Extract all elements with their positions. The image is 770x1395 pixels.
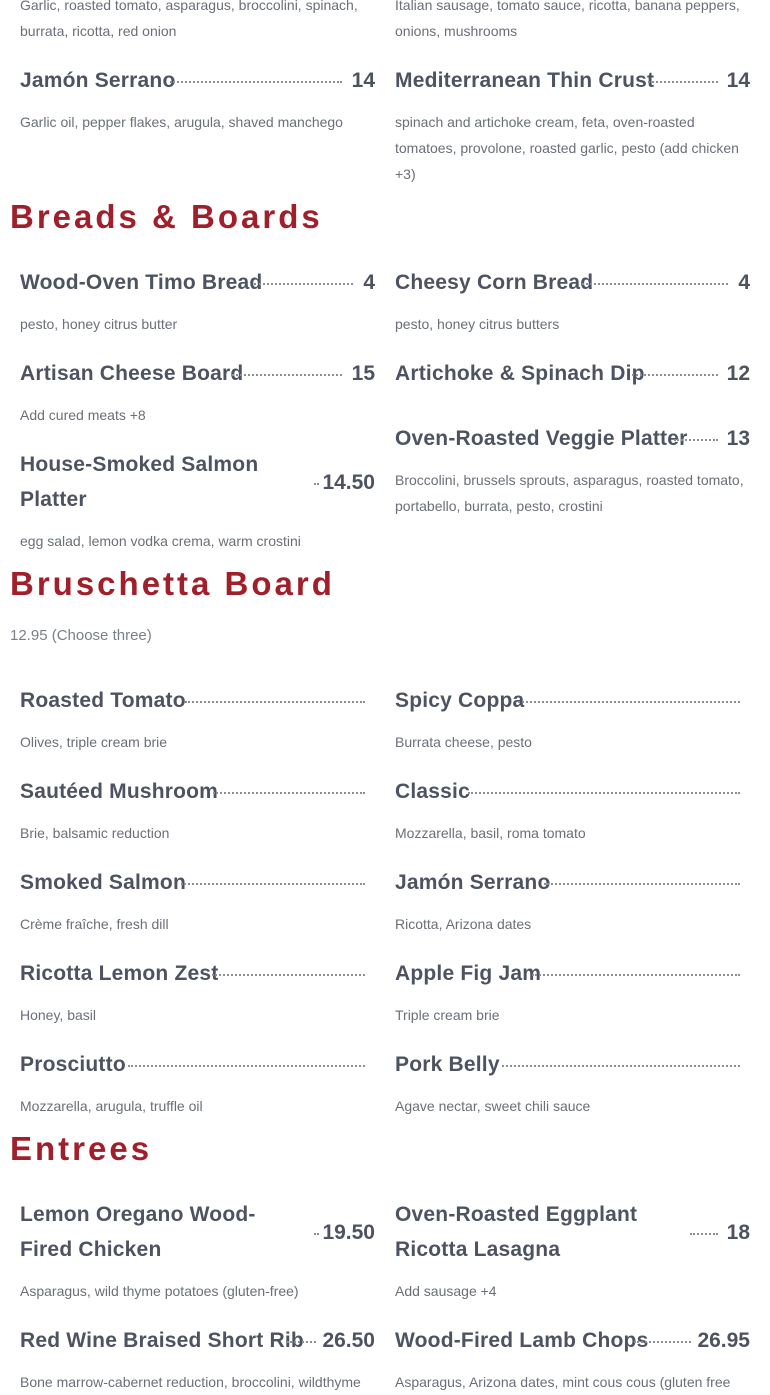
price-leader	[314, 1233, 317, 1235]
menu-item-name: Roasted Tomato	[20, 689, 186, 712]
menu-item-description: Triple cream brie	[395, 1007, 500, 1023]
price-leader	[502, 1065, 740, 1067]
section-subtitle: 12.95 (Choose three)	[10, 627, 152, 644]
menu-item-description: Broccolini, brussels sprouts, asparagus, roasted tomato, portabello, burrata, pesto, crostini	[395, 472, 744, 514]
menu-item-name: Red Wine Braised Short Rib	[20, 1329, 304, 1352]
pizza-right-description: Italian sausage, tomato sauce, ricotta, banana peppers, onions, mushrooms	[395, 0, 740, 39]
menu-item-name: Wood-Fired Lamb Chops	[395, 1329, 649, 1352]
menu-item-description: egg salad, lemon vodka crema, warm crostini	[20, 533, 301, 549]
menu-item-description: pesto, honey citrus butters	[395, 316, 560, 332]
menu-item-name: Spicy Coppa	[395, 689, 525, 712]
menu-item-description: Burrata cheese, pesto	[395, 734, 532, 750]
menu-item-price: 26.95	[697, 1329, 750, 1352]
menu-item-name: Apple Fig Jam	[395, 962, 542, 985]
menu-item-description: Add sausage +4	[395, 1283, 497, 1299]
menu-item-name: Smoked Salmon	[20, 871, 186, 894]
price-leader	[212, 974, 365, 976]
menu-item-description: Bone marrow-cabernet reduction, broccolini, wildthyme	[20, 1374, 361, 1390]
menu-item-price: 14.50	[322, 471, 375, 494]
menu-item-price: 14	[726, 69, 750, 92]
menu-item-price: 15	[351, 362, 375, 385]
menu-item-description: Brie, balsamic reduction	[20, 825, 170, 841]
price-leader	[185, 701, 365, 703]
menu-item-name: Cheesy Corn Bread	[395, 271, 594, 294]
menu-item-name: Sautéed Mushroom	[20, 780, 219, 803]
menu-item-name: House-Smoked Salmon Platter	[20, 453, 259, 511]
menu-item-name: Artichoke & Spinach Dip	[395, 362, 645, 385]
menu-item-price: 12	[726, 362, 750, 385]
price-leader	[532, 974, 740, 976]
menu-item-name: Artisan Cheese Board	[20, 362, 244, 385]
menu-item-price: 4	[363, 271, 375, 294]
price-leader	[128, 1065, 365, 1067]
menu-item-name: Prosciutto	[20, 1053, 126, 1076]
price-leader	[287, 1341, 316, 1343]
menu-item-price: 19.50	[322, 1221, 375, 1244]
price-leader	[170, 81, 342, 83]
menu-item-description: Add cured meats +8	[20, 407, 146, 423]
menu-item-price: 4	[738, 271, 750, 294]
menu-item-description: Honey, basil	[20, 1007, 97, 1023]
menu-item-description: Garlic oil, pepper flakes, arugula, shaved manchego	[20, 114, 343, 130]
price-leader	[632, 374, 718, 376]
menu-item-description: Mozzarella, basil, roma tomato	[395, 825, 586, 841]
menu-item-name: Wood-Oven Timo Bread	[20, 271, 263, 294]
section-title-breads: Breads & Boards	[10, 198, 323, 235]
price-leader	[648, 81, 718, 83]
price-leader	[634, 1341, 691, 1343]
price-leader	[582, 283, 728, 285]
pizza-left-description: Garlic, roasted tomato, asparagus, broccolini, spinach, burrata, ricotta, red onion	[20, 0, 358, 39]
price-leader	[518, 701, 740, 703]
price-leader	[544, 883, 740, 885]
section-title-bruschetta: Bruschetta Board	[10, 565, 335, 602]
menu-item-description: pesto, honey citrus butter	[20, 316, 178, 332]
menu-item-description: Mozzarella, arugula, truffle oil	[20, 1098, 203, 1114]
price-leader	[690, 1233, 718, 1235]
price-leader	[181, 883, 365, 885]
menu-item-name: Classic	[395, 780, 470, 803]
menu-item-price: 26.50	[322, 1329, 375, 1352]
menu-item-price: 18	[726, 1221, 750, 1244]
menu-item-name: Pork Belly	[395, 1053, 500, 1076]
menu-item-name: Jamón Serrano	[20, 69, 176, 92]
menu-item-description: Olives, triple cream brie	[20, 734, 168, 750]
price-leader	[314, 483, 317, 485]
menu-item-description: Asparagus, wild thyme potatoes (gluten-free)	[20, 1283, 299, 1299]
menu-item-name: Oven-Roasted Eggplant Ricotta Lasagna	[395, 1203, 638, 1261]
menu-item-price: 14	[351, 69, 375, 92]
menu-item-description: Agave nectar, sweet chili sauce	[395, 1098, 591, 1114]
menu-item-description: Asparagus, Arizona dates, mint cous cous (gluten free	[395, 1374, 731, 1390]
price-leader	[674, 439, 718, 441]
menu-item-name: Ricotta Lemon Zest	[20, 962, 219, 985]
menu-item-name: Mediterranean Thin Crust	[395, 69, 655, 92]
price-leader	[213, 792, 365, 794]
menu-item-description: Ricotta, Arizona dates	[395, 916, 532, 932]
menu-item-name: Lemon Oregano Wood-Fired Chicken	[20, 1203, 256, 1261]
price-leader	[232, 374, 342, 376]
menu-item-name: Jamón Serrano	[395, 871, 551, 894]
menu-item-price: 13	[726, 427, 750, 450]
section-title-entrees: Entrees	[10, 1130, 153, 1167]
price-leader	[468, 792, 740, 794]
menu-item-description: Crème fraîche, fresh dill	[20, 916, 169, 932]
menu-item-description: spinach and artichoke cream, feta, oven-roasted tomatoes, provolone, roasted garlic, pesto (add chicken +3)	[395, 114, 739, 182]
menu-item-name: Oven-Roasted Veggie Platter	[395, 427, 688, 450]
price-leader	[254, 283, 353, 285]
